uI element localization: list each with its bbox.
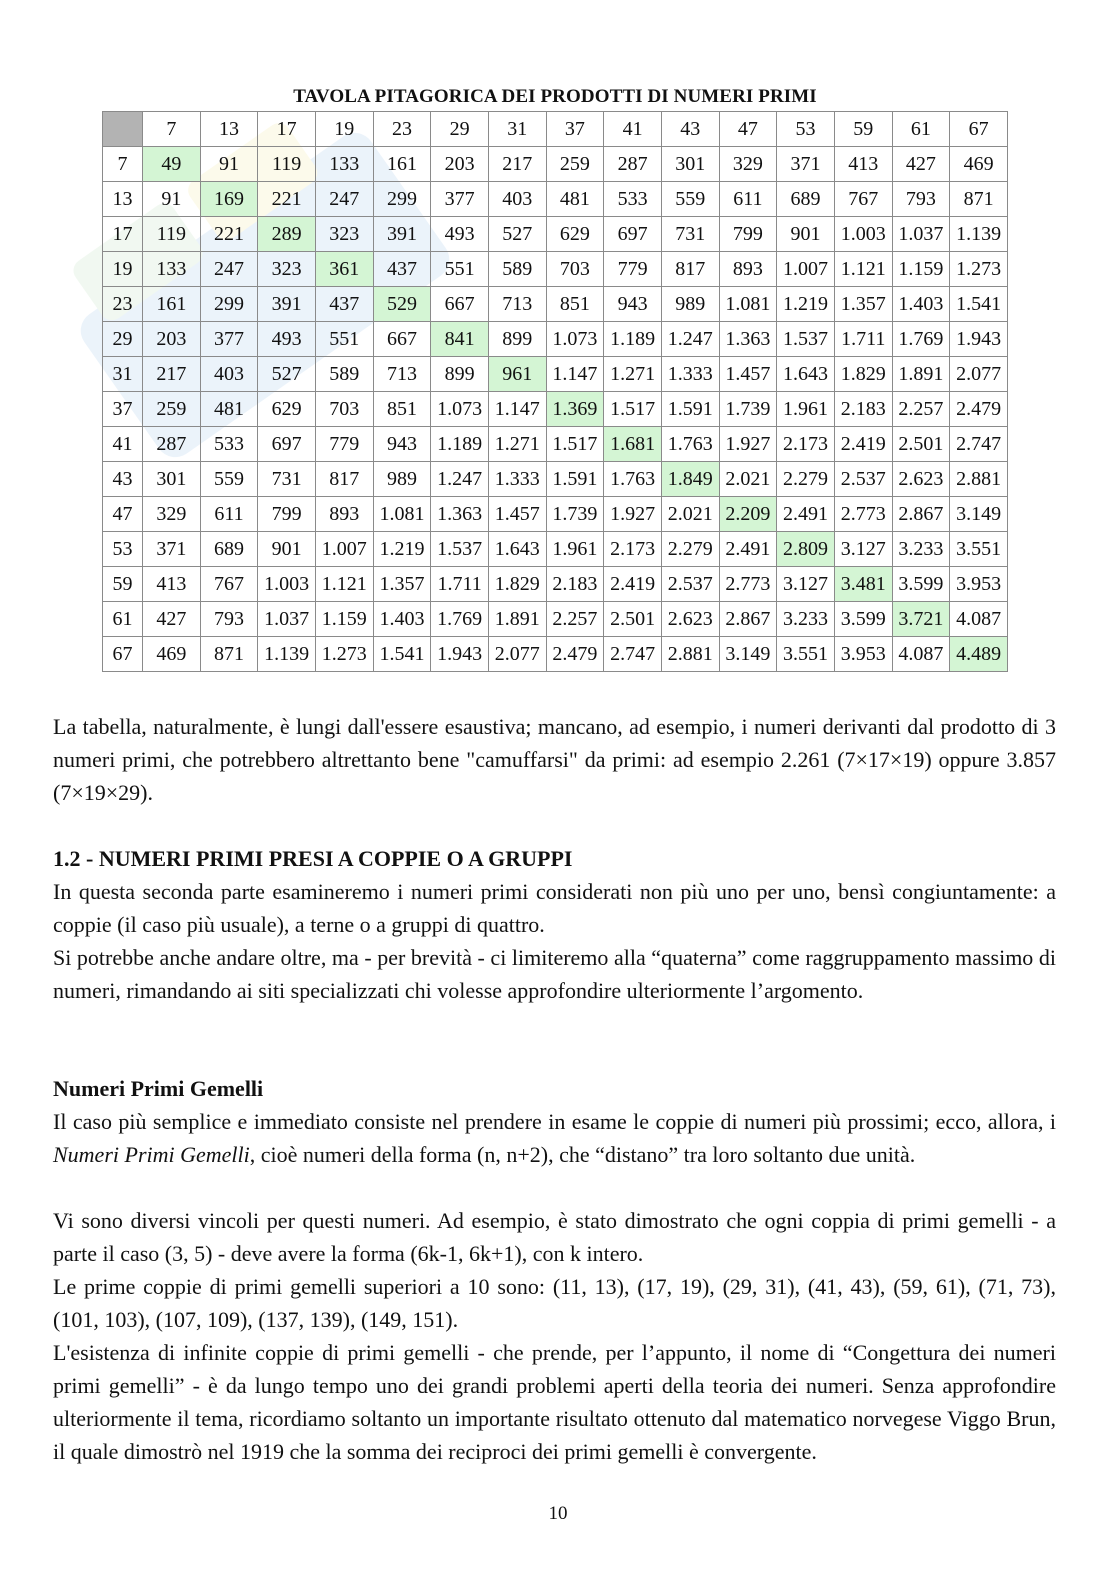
table-cell: 1.943 — [431, 637, 489, 672]
table-cell: 799 — [258, 497, 316, 532]
column-header-cell: 13 — [200, 112, 258, 147]
diagonal-square-cell: 1.369 — [546, 392, 604, 427]
table-cell: 1.403 — [892, 287, 950, 322]
table-cell: 301 — [661, 147, 719, 182]
table-cell: 1.891 — [488, 602, 546, 637]
table-row — [103, 497, 1008, 532]
table-cell: 1.273 — [315, 637, 373, 672]
table-cell: 203 — [143, 322, 201, 357]
table-cell: 3.127 — [834, 532, 892, 567]
table-cell: 2.867 — [892, 497, 950, 532]
table-cell: 2.257 — [546, 602, 604, 637]
table-cell: 2.501 — [604, 602, 662, 637]
table-cell: 2.623 — [661, 602, 719, 637]
table-cell: 391 — [258, 287, 316, 322]
table-cell: 2.773 — [719, 567, 777, 602]
table-cell: 437 — [315, 287, 373, 322]
table-cell: 793 — [892, 182, 950, 217]
table-cell: 1.829 — [488, 567, 546, 602]
table-cell: 527 — [258, 357, 316, 392]
subsection-paragraph-4: L'esistenza di infinite coppie di primi gemelli - che prende, per l’appunto, il nome di “Congettura dei numeri primi gemelli” - è da lungo tempo uno dei grandi problemi aperti della teoria dei numeri. Senza approfondire ulteriormente il tema, ricordiamo soltanto un importante risultato ottenuto dal matematico norvegese Viggo Brun, il quale dimostrò nel 1919 che la somma dei reciproci dei primi gemelli è convergente. — [53, 1340, 1056, 1464]
table-cell: 493 — [431, 217, 489, 252]
table-cell: 377 — [431, 182, 489, 217]
table-cell: 427 — [143, 602, 201, 637]
table-cell: 371 — [777, 147, 835, 182]
section-paragraph-1: In questa seconda parte esamineremo i numeri primi considerati non più uno per uno, bensì congiuntamente: a coppie (il caso più usuale), a terne o a gruppi di quattro. — [53, 879, 1056, 937]
diagonal-square-cell: 49 — [143, 147, 201, 182]
table-cell: 259 — [143, 392, 201, 427]
table-cell: 533 — [200, 427, 258, 462]
table-cell: 551 — [315, 322, 373, 357]
table-cell: 899 — [431, 357, 489, 392]
table-cell: 2.491 — [719, 532, 777, 567]
table-cell: 1.537 — [777, 322, 835, 357]
table-cell: 3.149 — [719, 637, 777, 672]
table-cell: 767 — [200, 567, 258, 602]
table-cell: 3.233 — [892, 532, 950, 567]
table-cell: 1.247 — [661, 322, 719, 357]
table-cell: 1.403 — [373, 602, 431, 637]
table-cell: 481 — [546, 182, 604, 217]
table-cell: 1.037 — [258, 602, 316, 637]
table-cell: 527 — [488, 217, 546, 252]
table-cell: 589 — [315, 357, 373, 392]
table-cell: 2.479 — [546, 637, 604, 672]
row-header-cell: 59 — [103, 567, 143, 602]
table-cell: 1.333 — [488, 462, 546, 497]
table-cell: 2.257 — [892, 392, 950, 427]
table-cell: 2.867 — [719, 602, 777, 637]
table-row — [103, 147, 1008, 182]
table-cell: 91 — [200, 147, 258, 182]
table-cell: 1.357 — [834, 287, 892, 322]
diagonal-square-cell: 3.481 — [834, 567, 892, 602]
multiplication-table — [102, 111, 1008, 672]
table-row — [103, 252, 1008, 287]
table-cell: 689 — [777, 182, 835, 217]
table-cell: 1.247 — [431, 462, 489, 497]
table-cell: 779 — [604, 252, 662, 287]
table-cell: 299 — [373, 182, 431, 217]
table-cell: 1.927 — [719, 427, 777, 462]
table-cell: 1.271 — [488, 427, 546, 462]
table-cell: 1.643 — [488, 532, 546, 567]
table-cell: 247 — [315, 182, 373, 217]
table-cell: 943 — [604, 287, 662, 322]
table-cell: 221 — [200, 217, 258, 252]
table-cell: 1.927 — [604, 497, 662, 532]
table-cell: 391 — [373, 217, 431, 252]
row-header-cell: 61 — [103, 602, 143, 637]
column-header-cell: 29 — [431, 112, 489, 147]
table-cell: 1.537 — [431, 532, 489, 567]
diagonal-square-cell: 961 — [488, 357, 546, 392]
table-cell: 1.769 — [892, 322, 950, 357]
table-cell: 217 — [488, 147, 546, 182]
diagonal-square-cell: 2.809 — [777, 532, 835, 567]
diagonal-square-cell: 169 — [200, 182, 258, 217]
table-cell: 133 — [143, 252, 201, 287]
table-cell: 1.541 — [373, 637, 431, 672]
table-row — [103, 602, 1008, 637]
subsection-paragraph-2: Vi sono diversi vincoli per questi numeri. Ad esempio, è stato dimostrato che ogni coppia di primi gemelli - a parte il caso (3, 5) - deve avere la forma (6k-1, 6k+1), con k intero. — [53, 1208, 1056, 1266]
section-paragraph-2: Si potrebbe anche andare oltre, ma - per brevità - ci limiteremo alla “quaterna” come raggruppamento massimo di numeri, rimandando ai siti specializzati chi volesse approfondire ulteriormente l’argomento. — [53, 945, 1056, 1003]
table-cell: 413 — [834, 147, 892, 182]
table-cell: 1.961 — [777, 392, 835, 427]
table-cell: 817 — [315, 462, 373, 497]
table-cell: 1.769 — [431, 602, 489, 637]
table-cell: 221 — [258, 182, 316, 217]
table-cell: 287 — [604, 147, 662, 182]
table-cell: 1.219 — [373, 532, 431, 567]
table-cell: 629 — [258, 392, 316, 427]
table-cell: 2.021 — [719, 462, 777, 497]
table-cell: 413 — [143, 567, 201, 602]
diagonal-square-cell: 1.681 — [604, 427, 662, 462]
table-cell: 3.953 — [950, 567, 1008, 602]
table-cell: 2.501 — [892, 427, 950, 462]
p1-text-after: , cioè numeri della forma (n, n+2), che “distano” tra loro soltanto due unità. — [249, 1142, 916, 1167]
table-cell: 589 — [488, 252, 546, 287]
table-header-row — [103, 112, 1008, 147]
table-cell: 767 — [834, 182, 892, 217]
table-row — [103, 427, 1008, 462]
table-cell: 1.517 — [604, 392, 662, 427]
table-cell: 559 — [661, 182, 719, 217]
diagonal-square-cell: 529 — [373, 287, 431, 322]
row-header-cell: 41 — [103, 427, 143, 462]
diagonal-square-cell: 1.849 — [661, 462, 719, 497]
diagonal-square-cell: 2.209 — [719, 497, 777, 532]
table-cell: 323 — [315, 217, 373, 252]
table-cell: 377 — [200, 322, 258, 357]
table-cell: 901 — [777, 217, 835, 252]
table-cell: 893 — [719, 252, 777, 287]
table-cell: 1.271 — [604, 357, 662, 392]
table-cell: 287 — [143, 427, 201, 462]
table-cell: 2.491 — [777, 497, 835, 532]
table-cell: 793 — [200, 602, 258, 637]
table-cell: 2.183 — [834, 392, 892, 427]
diagonal-square-cell: 4.489 — [950, 637, 1008, 672]
row-header-cell: 67 — [103, 637, 143, 672]
table-cell: 1.037 — [892, 217, 950, 252]
table-cell: 437 — [373, 252, 431, 287]
table-cell: 629 — [546, 217, 604, 252]
table-cell: 1.003 — [834, 217, 892, 252]
table-cell: 2.021 — [661, 497, 719, 532]
table-cell: 2.537 — [834, 462, 892, 497]
table-cell: 217 — [143, 357, 201, 392]
table-cell: 371 — [143, 532, 201, 567]
row-header-cell: 31 — [103, 357, 143, 392]
table-cell: 2.279 — [661, 532, 719, 567]
p1-italic-term: Numeri Primi Gemelli — [53, 1142, 250, 1167]
table-cell: 329 — [143, 497, 201, 532]
table-cell: 203 — [431, 147, 489, 182]
diagonal-square-cell: 289 — [258, 217, 316, 252]
table-row — [103, 217, 1008, 252]
table-cell: 731 — [661, 217, 719, 252]
table-row — [103, 462, 1008, 497]
table-cell: 1.189 — [431, 427, 489, 462]
table-cell: 299 — [200, 287, 258, 322]
table-cell: 1.961 — [546, 532, 604, 567]
diagonal-square-cell: 361 — [315, 252, 373, 287]
table-cell: 2.419 — [834, 427, 892, 462]
table-cell: 3.953 — [834, 637, 892, 672]
column-header-cell: 23 — [373, 112, 431, 147]
table-cell: 481 — [200, 392, 258, 427]
column-header-cell: 59 — [834, 112, 892, 147]
table-cell: 713 — [373, 357, 431, 392]
table-cell: 2.077 — [950, 357, 1008, 392]
table-row — [103, 392, 1008, 427]
table-cell: 161 — [373, 147, 431, 182]
column-header-cell: 41 — [604, 112, 662, 147]
table-cell: 667 — [373, 322, 431, 357]
table-cell: 2.747 — [604, 637, 662, 672]
table-cell: 2.537 — [661, 567, 719, 602]
table-cell: 1.139 — [950, 217, 1008, 252]
row-header-cell: 19 — [103, 252, 143, 287]
table-cell: 1.591 — [661, 392, 719, 427]
table-cell: 1.273 — [950, 252, 1008, 287]
table-row — [103, 637, 1008, 672]
table-cell: 899 — [488, 322, 546, 357]
table-cell: 119 — [143, 217, 201, 252]
section-heading: 1.2 - NUMERI PRIMI PRESI A COPPIE O A GRUPPI — [53, 846, 573, 871]
table-cell: 1.147 — [546, 357, 604, 392]
table-cell: 2.623 — [892, 462, 950, 497]
subsection-paragraph-1 — [53, 1105, 1056, 1171]
table-cell: 799 — [719, 217, 777, 252]
row-header-cell: 47 — [103, 497, 143, 532]
table-cell: 1.829 — [834, 357, 892, 392]
table-cell: 247 — [200, 252, 258, 287]
table-cell: 871 — [200, 637, 258, 672]
table-cell: 1.891 — [892, 357, 950, 392]
table-cell: 1.643 — [777, 357, 835, 392]
table-cell: 1.147 — [488, 392, 546, 427]
table-cell: 989 — [661, 287, 719, 322]
table-cell: 1.121 — [315, 567, 373, 602]
table-cell: 323 — [258, 252, 316, 287]
table-cell: 91 — [143, 182, 201, 217]
table-cell: 1.007 — [777, 252, 835, 287]
table-cell: 2.881 — [661, 637, 719, 672]
table-cell: 1.081 — [719, 287, 777, 322]
table-cell: 667 — [431, 287, 489, 322]
table-cell: 551 — [431, 252, 489, 287]
table-cell: 817 — [661, 252, 719, 287]
table-cell: 1.219 — [777, 287, 835, 322]
table-row — [103, 357, 1008, 392]
subsection-paragraph-3: Le prime coppie di primi gemelli superiori a 10 sono: (11, 13), (17, 19), (29, 31), (41, 43), (59, 61), (71, 73), (101, 103), (107, 109), (137, 139), (149, 151). — [53, 1274, 1056, 1332]
table-cell: 259 — [546, 147, 604, 182]
table-cell: 3.551 — [777, 637, 835, 672]
table-cell: 1.517 — [546, 427, 604, 462]
table-cell: 1.711 — [431, 567, 489, 602]
table-cell: 1.363 — [431, 497, 489, 532]
table-cell: 901 — [258, 532, 316, 567]
row-header-cell: 53 — [103, 532, 143, 567]
table-cell: 3.551 — [950, 532, 1008, 567]
table-cell: 1.081 — [373, 497, 431, 532]
table-cell: 3.149 — [950, 497, 1008, 532]
table-cell: 1.159 — [892, 252, 950, 287]
table-cell: 2.279 — [777, 462, 835, 497]
table-cell: 2.173 — [777, 427, 835, 462]
table-cell: 1.457 — [488, 497, 546, 532]
table-cell: 403 — [200, 357, 258, 392]
table-cell: 4.087 — [950, 602, 1008, 637]
table-cell: 403 — [488, 182, 546, 217]
table-cell: 731 — [258, 462, 316, 497]
table-row — [103, 532, 1008, 567]
row-header-cell: 7 — [103, 147, 143, 182]
table-cell: 713 — [488, 287, 546, 322]
table-cell: 2.173 — [604, 532, 662, 567]
table-cell: 1.357 — [373, 567, 431, 602]
row-header-cell: 17 — [103, 217, 143, 252]
table-cell: 427 — [892, 147, 950, 182]
column-header-cell: 31 — [488, 112, 546, 147]
table-cell: 1.457 — [719, 357, 777, 392]
diagonal-square-cell: 3.721 — [892, 602, 950, 637]
row-header-cell: 43 — [103, 462, 143, 497]
table-cell: 493 — [258, 322, 316, 357]
table-cell: 1.121 — [834, 252, 892, 287]
table-cell: 2.077 — [488, 637, 546, 672]
table-cell: 161 — [143, 287, 201, 322]
table-cell: 989 — [373, 462, 431, 497]
table-cell: 611 — [719, 182, 777, 217]
p1-text-before: Il caso più semplice e immediato consiste nel prendere in esame le coppie di numeri più prossimi; ecco, allora, i — [53, 1109, 1056, 1134]
table-cell: 1.363 — [719, 322, 777, 357]
table-cell: 893 — [315, 497, 373, 532]
row-header-cell: 29 — [103, 322, 143, 357]
table-cell: 2.773 — [834, 497, 892, 532]
table-cell: 697 — [258, 427, 316, 462]
table-cell: 2.183 — [546, 567, 604, 602]
column-header-cell: 47 — [719, 112, 777, 147]
column-header-cell: 37 — [546, 112, 604, 147]
table-cell: 1.711 — [834, 322, 892, 357]
table-comment-paragraph: La tabella, naturalmente, è lungi dall'essere esaustiva; mancano, ad esempio, i numeri derivanti dal prodotto di 3 numeri primi, che potrebbero altrettanto bene "camuffarsi" da primi: ad esempio 2.261 (7×17×19) oppure 3.857 (7×19×29). — [53, 714, 1056, 805]
table-cell: 1.007 — [315, 532, 373, 567]
table-cell: 1.189 — [604, 322, 662, 357]
column-header-cell: 43 — [661, 112, 719, 147]
table-cell: 1.739 — [719, 392, 777, 427]
table-cell: 1.541 — [950, 287, 1008, 322]
column-header-cell: 19 — [315, 112, 373, 147]
row-header-cell: 13 — [103, 182, 143, 217]
column-header-cell: 7 — [143, 112, 201, 147]
table-cell: 3.599 — [892, 567, 950, 602]
subsection-heading: Numeri Primi Gemelli — [53, 1076, 264, 1101]
column-header-cell: 17 — [258, 112, 316, 147]
table-cell: 469 — [950, 147, 1008, 182]
table-cell: 1.739 — [546, 497, 604, 532]
table-cell: 703 — [315, 392, 373, 427]
table-row — [103, 182, 1008, 217]
row-header-cell: 23 — [103, 287, 143, 322]
table-cell: 851 — [373, 392, 431, 427]
table-title: TAVOLA PITAGORICA DEI PRODOTTI DI NUMERI PRIMI — [293, 86, 817, 107]
table-cell: 689 — [200, 532, 258, 567]
column-header-cell: 53 — [777, 112, 835, 147]
table-cell: 133 — [315, 147, 373, 182]
table-cell: 1.003 — [258, 567, 316, 602]
table-cell: 533 — [604, 182, 662, 217]
table-row — [103, 322, 1008, 357]
table-cell: 1.943 — [950, 322, 1008, 357]
column-header-cell: 61 — [892, 112, 950, 147]
table-cell: 2.419 — [604, 567, 662, 602]
table-row — [103, 567, 1008, 602]
table-cell: 1.073 — [431, 392, 489, 427]
table-cell: 1.763 — [661, 427, 719, 462]
table-cell: 611 — [200, 497, 258, 532]
table-cell: 2.881 — [950, 462, 1008, 497]
page-number: 10 — [548, 1503, 568, 1524]
table-cell: 697 — [604, 217, 662, 252]
table-cell: 2.747 — [950, 427, 1008, 462]
table-cell: 469 — [143, 637, 201, 672]
table-cell: 2.479 — [950, 392, 1008, 427]
table-cell: 4.087 — [892, 637, 950, 672]
table-cell: 871 — [950, 182, 1008, 217]
table-cell: 119 — [258, 147, 316, 182]
row-header-cell: 37 — [103, 392, 143, 427]
diagonal-square-cell: 841 — [431, 322, 489, 357]
column-header-cell: 67 — [950, 112, 1008, 147]
table-cell: 1.159 — [315, 602, 373, 637]
table-cell: 3.599 — [834, 602, 892, 637]
table-row — [103, 287, 1008, 322]
table-cell: 329 — [719, 147, 777, 182]
table-cell: 851 — [546, 287, 604, 322]
table-cell: 779 — [315, 427, 373, 462]
table-cell: 1.139 — [258, 637, 316, 672]
table-cell: 1.591 — [546, 462, 604, 497]
table-cell: 1.763 — [604, 462, 662, 497]
table-cell: 943 — [373, 427, 431, 462]
table-corner-cell — [103, 112, 143, 147]
table-cell: 301 — [143, 462, 201, 497]
table-cell: 703 — [546, 252, 604, 287]
table-cell: 559 — [200, 462, 258, 497]
table-cell: 1.073 — [546, 322, 604, 357]
table-cell: 3.127 — [777, 567, 835, 602]
table-cell: 1.333 — [661, 357, 719, 392]
table-cell: 3.233 — [777, 602, 835, 637]
